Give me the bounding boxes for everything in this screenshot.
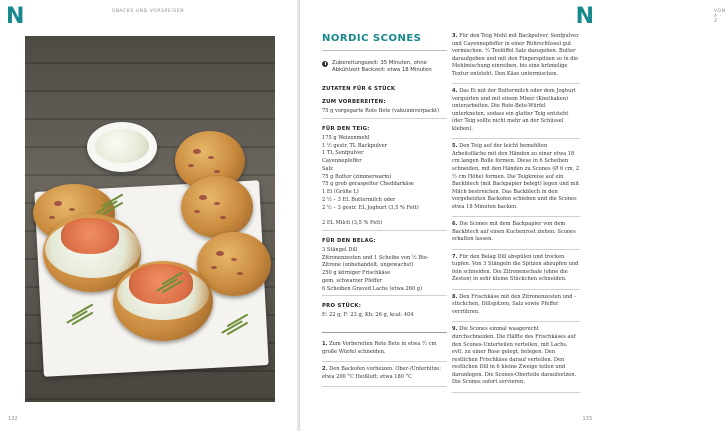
step-text: Die Scones mit dem Backpapier von dem Backblech auf einen Kuchenrost ziehen. Scones erkalten lassen. — [452, 221, 576, 243]
prep-info — [322, 60, 447, 74]
ingredient-item: 2 EL Milch (3,5 % Fett) — [322, 220, 383, 227]
recipe-step — [452, 322, 580, 392]
cream-cheese-bowl — [87, 122, 157, 172]
ingredient-item: gem. schwarzer Pfeffer — [322, 277, 383, 284]
ingredient-item — [322, 212, 447, 220]
ingredient-group-heading: ZUM VORBEREITEN: — [322, 99, 386, 106]
recipe-step — [452, 290, 580, 323]
recipe-step — [322, 362, 447, 387]
ingredient-item: Cayennepfeffer — [322, 158, 362, 165]
ingredients-heading: ZUTATEN FÜR 6 STÜCK — [322, 86, 396, 93]
salmon-image — [129, 264, 193, 304]
clock-icon — [322, 61, 328, 67]
ingredient-item: 1 TL Senfpulver — [322, 150, 364, 157]
per-piece-heading: PRO STÜCK: — [322, 303, 362, 310]
steps-list-right — [452, 33, 580, 393]
left-page — [0, 0, 300, 431]
recipe-step — [322, 337, 447, 362]
ingredient-item: 2 ½ – 3 EL Buttermilch oder — [322, 196, 396, 203]
step-number: 7. — [452, 253, 458, 260]
step-text: Den Frischkäse mit den Zitronenzesten und -stückchen, Dillspitzen, Salz sowie Pfeffer verrühren. — [452, 293, 576, 315]
ingredient-item: 175 g Weizenmehl — [322, 135, 370, 142]
ingredient-group-heading: FÜR DEN TEIG: — [322, 126, 370, 133]
nutrition-info: E: 22 g, F: 23 g, Kh: 26 g, kcal: 404 — [322, 312, 414, 319]
step-text: Für den Belag Dill abspülen und trocken tupfen. Von 3 Stängeln die Spitzen abzupfen und fein schneiden. Die Zitronenschale (ohne die Zesten) in sehr kleine Stückchen schneiden. — [452, 253, 579, 283]
step-number: 5. — [452, 143, 458, 150]
scone-image — [181, 176, 253, 238]
step-number: 8. — [452, 293, 458, 300]
recipe-column-left — [322, 33, 447, 387]
ingredient-item: 75 g grob geraspelter Cheddarkäse — [322, 181, 414, 188]
recipe-step — [452, 84, 580, 139]
ingredient-item: 1 ½ gestr. TL Backpulver — [322, 142, 388, 149]
page-number-right: 133 — [582, 416, 592, 422]
ingredient-item: 6 Scheiben Graved Lachs (etwa 260 g) — [322, 285, 423, 292]
ingredient-item: 75 g vorgegarte Rote Bete (vakuumverpackt) — [322, 108, 440, 115]
step-number: 1. — [322, 340, 328, 347]
recipe-step — [452, 139, 580, 217]
ingredient-group-heading: FÜR DEN BELAG: — [322, 237, 376, 244]
prep-time-text: Zubereitungszeit: 35 Minuten, ohne Abkühlzeit Backzeit: etwa 18 Minuten — [332, 60, 432, 74]
ingredient-item: 2 ½ – 3 gestr. EL Joghurt (3,5 % Fett) — [322, 204, 419, 211]
step-number: 9. — [452, 326, 458, 333]
step-number: 2. — [322, 366, 328, 373]
recipe-step — [452, 217, 580, 250]
step-text: Die Scones einmal waagerecht durchschneiden. Die Hälfte des Frischkäses auf den Scones-Unterteilen verteilen, mit Lachs, evtl. zu einer Rose gelegt, belegen. Den restlichen Frischkäse darauf verteilen. Den restlichen Dill in 6 kleine Zweige teilen und darunlegen. Die Scones-Oberteile daraufsetzen. Die Scones sofort servieren. — [452, 326, 577, 386]
salmon-image — [61, 218, 119, 254]
recipe-photo — [25, 36, 275, 402]
ingredient-item: Zitronenzesten und 1 Scheibe von ½ Bio-Zitrone (unbehandelt, ungewachst) — [322, 254, 429, 269]
ingredient-item: 3 Stängel Dill — [322, 246, 358, 253]
steps-list-left — [322, 332, 447, 387]
step-text: Den Backofen vorheizen. Ober-/Unterhitze: etwa 200 °C Heißluft: etwa 180 °C — [322, 366, 441, 380]
running-head-right: VON A - Z — [714, 9, 726, 24]
step-text: Für den Teig Mehl mit Backpulver, Senfpulver und Cayennepfeffer in einer Rührschüssel gut vermischen. ½ Teelöffel Salz dazugeben. Butter daraufgeben und mit den Fingerspitzen so in die Mehlmischung einreiben, bis eine krümelige Textur entsteht. Den Käse untermischen. — [452, 33, 579, 77]
step-number: 3. — [452, 33, 458, 39]
step-text: Zum Vorbereiten Rote Bete in etwa ½ cm große Würfel schneiden. — [322, 340, 437, 355]
page-number-left: 132 — [8, 416, 18, 422]
index-letter-left: N — [6, 4, 25, 29]
index-letter-right: N — [575, 4, 594, 29]
recipe-step — [452, 250, 580, 290]
recipe-title: NORDIC SCONES — [322, 33, 447, 51]
ingredient-item: 1 Ei (Größe L) — [322, 189, 359, 196]
step-text: Das Ei mit der Buttermilch oder dem Joghurt verquirlen und mit einem Mixer (Knethaken) unterarbeiten. Die Rote-Bete-Würfel unterkneten, sodass ein glatter Teig entsteht (der Teig sollte nicht mehr an der Schüssel kleben). — [452, 88, 576, 132]
ingredient-item: 250 g körniger Frischkäse — [322, 270, 391, 277]
ingredient-item: 75 g Butter (zimmerwarm) — [322, 173, 392, 180]
step-number: 4. — [452, 88, 458, 95]
running-head-left: SNACKS UND VORSPEISEN — [112, 9, 185, 14]
ingredient-item: Salz — [322, 165, 333, 172]
step-number: 6. — [452, 221, 458, 228]
ingredient-groups — [322, 99, 447, 293]
step-text: Den Teig auf der leicht bemehlten Arbeitsfläche mit den Händen zu einer etwa 18 cm langen Rolle formen. Diese in 6 Scheiben schneiden, mit den Händen zu Scones (Ø 6 cm, 2 ½ cm Höhe) formen. Die Teigkreise auf ein Backblech (mit Backpapier belegt) legen und mit Milch bestreichen. Das Backblech in den vorgeheizten Backofen schieben und die Scones etwa 18 Minuten backen. — [452, 143, 580, 210]
recipe-step — [452, 33, 580, 84]
